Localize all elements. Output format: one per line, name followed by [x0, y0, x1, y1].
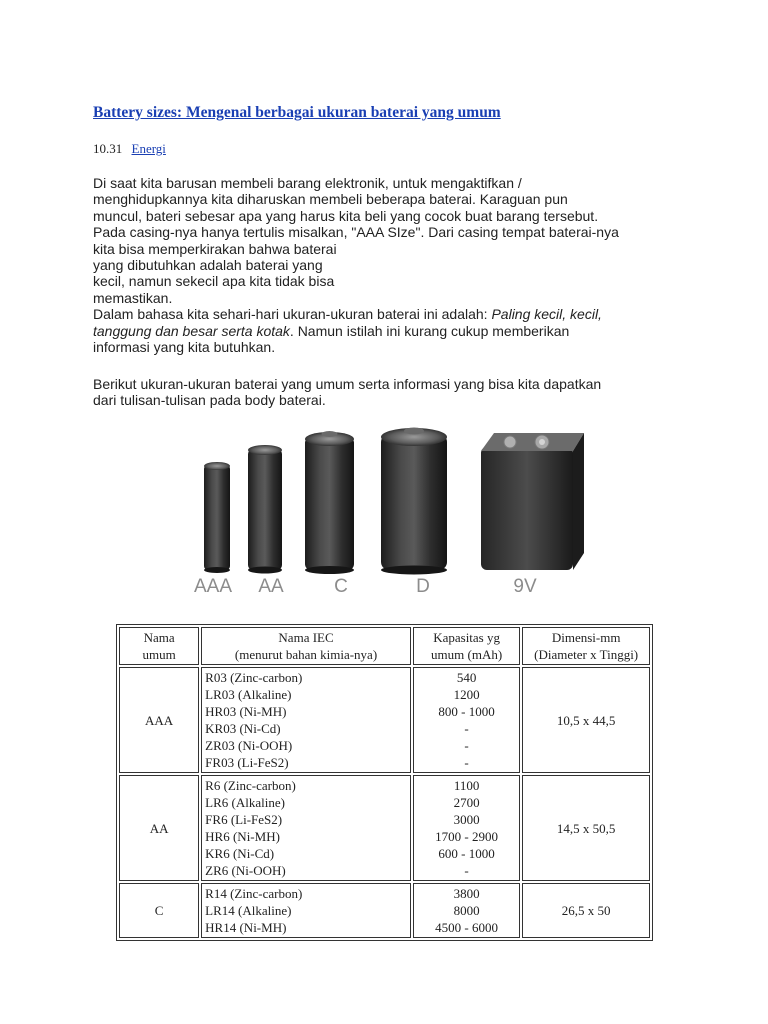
- battery-d: [381, 428, 447, 575]
- capacity-entry: -: [464, 863, 469, 878]
- post-meta: [93, 141, 166, 157]
- text-line: kita bisa memperkirakan bahwa baterai: [93, 240, 337, 257]
- iec-entry: ZR03 (Ni-OOH): [205, 738, 293, 753]
- intro-paragraph: [93, 175, 693, 355]
- iec-entry: R03 (Zinc-carbon): [205, 670, 303, 685]
- cell-dimensi: 26,5 x 50: [522, 883, 650, 938]
- label-aaa: AAA: [193, 576, 233, 597]
- post-time: 10.31: [93, 141, 123, 156]
- capacity-entry: 1700 - 2900: [435, 829, 499, 844]
- iec-entry: HR03 (Ni-MH): [205, 704, 287, 719]
- table-body: [119, 667, 650, 938]
- text-segment: Dalam bahasa kita sehari-hari ukuran-ukuran baterai ini adalah:: [93, 306, 492, 323]
- table-row: [119, 775, 650, 881]
- table-row: [119, 883, 650, 938]
- header-nama-iec: Nama IEC (menurut bahan kimia-nya): [201, 627, 411, 665]
- battery-c: [305, 431, 354, 574]
- text-line: menghidupkannya kita diharuskan membeli beberapa baterai. Karaguan pun: [93, 191, 568, 208]
- capacity-entry: 3800: [453, 886, 480, 901]
- capacity-entry: 800 - 1000: [438, 704, 495, 719]
- cell-dimensi: 14,5 x 50,5: [522, 775, 650, 881]
- table-header-row: [119, 627, 650, 665]
- second-paragraph: [93, 376, 693, 409]
- text-line: Pada casing-nya hanya tertulis misalkan, "AAA SIze". Dari casing tempat baterai-nya: [93, 224, 619, 241]
- capacity-entry: 2700: [453, 795, 480, 810]
- header-nama-umum: Nama umum: [119, 627, 199, 665]
- battery-sizes-illustration: [185, 425, 605, 600]
- capacity-entry: 1100: [453, 778, 480, 793]
- category-link[interactable]: Energi: [131, 141, 166, 156]
- iec-entry: FR03 (Li-FeS2): [205, 755, 289, 770]
- text-line: Di saat kita barusan membeli barang elektronik, untuk mengaktifkan /: [93, 175, 522, 191]
- capacity-entry: -: [464, 738, 469, 753]
- italic-text: Paling kecil, kecil,: [491, 306, 602, 323]
- capacity-entry: -: [464, 721, 469, 736]
- text-line: memastikan.: [93, 289, 173, 306]
- capacity-entry: 3000: [453, 812, 480, 827]
- label-9v: 9V: [513, 576, 537, 597]
- text-line: informasi yang kita butuhkan.: [93, 339, 276, 356]
- iec-entry: KR6 (Ni-Cd): [205, 846, 275, 861]
- iec-entry: R14 (Zinc-carbon): [205, 886, 303, 901]
- capacity-entry: 8000: [453, 903, 480, 918]
- cell-nama-iec: [201, 667, 411, 773]
- battery-9v: [481, 433, 584, 570]
- text-line: Berikut ukuran-ukuran baterai yang umum serta informasi yang bisa kita dapatkan: [93, 376, 602, 392]
- text-line: muncul, bateri sebesar apa yang harus kita beli yang cocok buat barang tersebut.: [93, 207, 599, 224]
- text-line: [93, 323, 693, 339]
- cell-kapasitas: [413, 775, 520, 881]
- iec-entry: R6 (Zinc-carbon): [205, 778, 296, 793]
- capacity-entry: 600 - 1000: [438, 846, 495, 861]
- capacity-entry: 4500 - 6000: [435, 920, 499, 935]
- capacity-entry: -: [464, 755, 469, 770]
- battery-aa: [248, 445, 282, 574]
- capacity-entry: 1200: [453, 687, 480, 702]
- iec-entry: KR03 (Ni-Cd): [205, 721, 281, 736]
- cell-nama-umum: AA: [119, 775, 199, 881]
- battery-size-table: [116, 624, 653, 941]
- label-c: C: [334, 576, 348, 597]
- cell-dimensi: 10,5 x 44,5: [522, 667, 650, 773]
- italic-text: tanggung dan besar serta kotak: [93, 322, 290, 339]
- text-line: [93, 306, 693, 322]
- text-line: dari tulisan-tulisan pada body baterai.: [93, 392, 326, 409]
- post-title-link[interactable]: Battery sizes: Mengenal berbagai ukuran baterai yang umum: [93, 104, 501, 121]
- iec-entry: LR14 (Alkaline): [205, 903, 292, 918]
- cell-nama-iec: [201, 775, 411, 881]
- cell-nama-umum: AAA: [119, 667, 199, 773]
- header-kapasitas: Kapasitas yg umum (mAh): [413, 627, 520, 665]
- iec-entry: HR6 (Ni-MH): [205, 829, 280, 844]
- iec-entry: HR14 (Ni-MH): [205, 920, 287, 935]
- header-dimensi: Dimensi-mm (Diameter x Tinggi): [522, 627, 650, 665]
- label-aa: AA: [258, 576, 284, 597]
- capacity-entry: 540: [456, 670, 477, 685]
- text-segment: . Namun istilah ini kurang cukup memberikan: [289, 322, 570, 339]
- cell-kapasitas: [413, 883, 520, 938]
- table-row: [119, 667, 650, 773]
- cell-nama-umum: C: [119, 883, 199, 938]
- battery-aaa: [204, 462, 230, 573]
- iec-entry: LR6 (Alkaline): [205, 795, 285, 810]
- iec-entry: ZR6 (Ni-OOH): [205, 863, 286, 878]
- label-d: D: [416, 576, 430, 597]
- cell-nama-iec: [201, 883, 411, 938]
- text-line: yang dibutuhkan adalah baterai yang: [93, 257, 323, 274]
- cell-kapasitas: [413, 667, 520, 773]
- text-line: kecil, namun sekecil apa kita tidak bisa: [93, 273, 335, 290]
- iec-entry: LR03 (Alkaline): [205, 687, 292, 702]
- iec-entry: FR6 (Li-FeS2): [205, 812, 283, 827]
